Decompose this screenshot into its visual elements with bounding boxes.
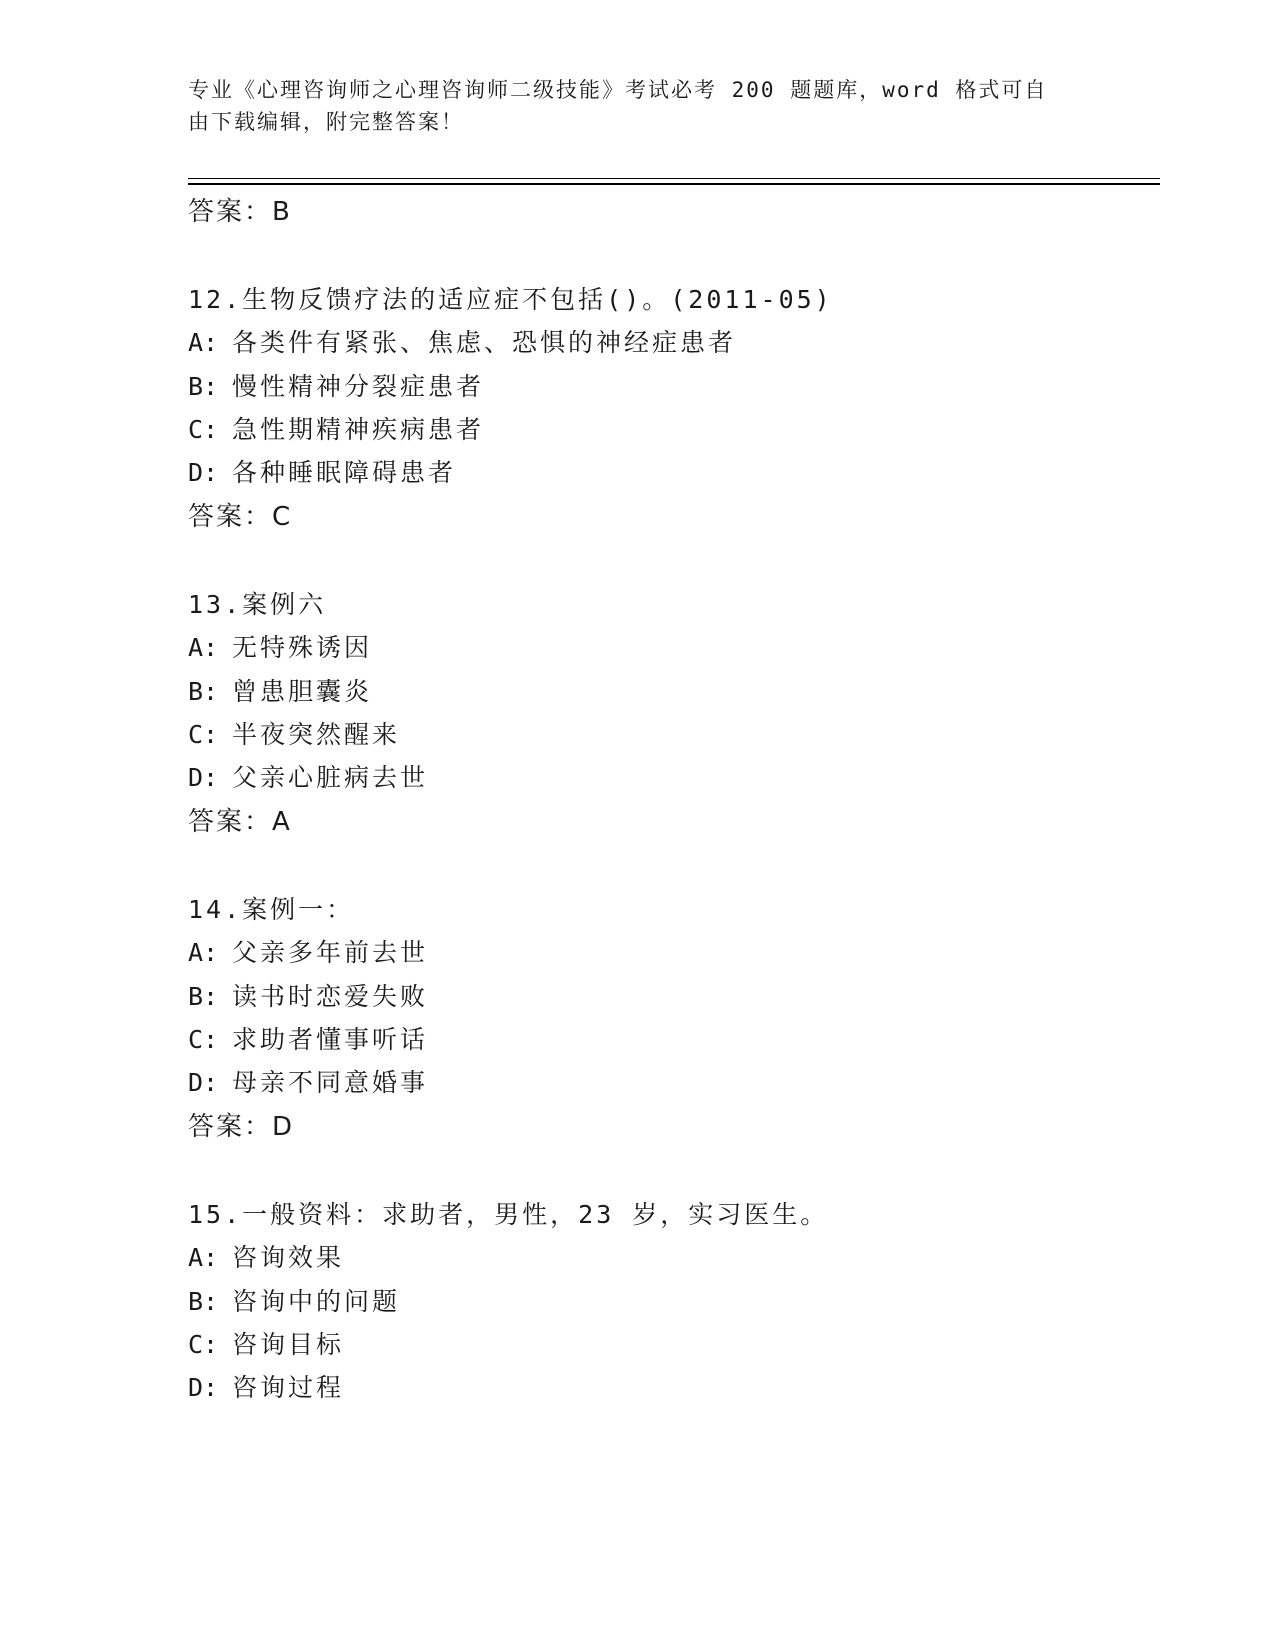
question-15-option-d (188, 1372, 344, 1404)
question-14-option-d (188, 1067, 428, 1099)
question-12-option-c (188, 414, 484, 446)
option-label: A: (188, 328, 219, 357)
option-text: 急性期精神疾病患者 (232, 415, 485, 444)
question-13-option-c (188, 719, 400, 751)
option-label: A: (188, 633, 219, 662)
option-label: A: (188, 938, 219, 967)
option-label: C: (188, 1330, 219, 1359)
option-label: C: (188, 1025, 219, 1054)
question-12-option-a (188, 327, 736, 359)
option-label: A: (188, 1243, 219, 1272)
option-text: 求助者懂事听话 (232, 1025, 429, 1054)
header-line-1: 专业《心理咨询师之心理咨询师二级技能》考试必考 200 题题库，word 格式可自 (188, 78, 1048, 102)
option-text: 咨询过程 (232, 1373, 345, 1402)
option-text: 咨询效果 (232, 1243, 345, 1272)
option-label: B: (188, 677, 219, 706)
option-text: 父亲心脏病去世 (232, 763, 429, 792)
question-12-answer: 答案：C (188, 502, 293, 532)
question-12-option-b (188, 371, 484, 403)
question-14-option-a (188, 937, 428, 969)
header-line-2: 由下载编辑，附完整答案！ (188, 110, 464, 134)
option-text: 母亲不同意婚事 (232, 1068, 429, 1097)
question-13-option-a (188, 632, 372, 664)
option-label: C: (188, 415, 219, 444)
header-divider-thick (188, 183, 1160, 185)
question-13-title: 13.案例六 (188, 590, 327, 619)
option-label: B: (188, 982, 219, 1011)
question-15-title: 15.一般资料：求助者，男性，23 岁，实习医生。 (188, 1200, 829, 1229)
question-12-option-d (188, 457, 456, 489)
option-text: 读书时恋爱失败 (232, 982, 429, 1011)
option-text: 各种睡眠障碍患者 (232, 458, 457, 487)
question-14-option-b (188, 981, 428, 1013)
option-text: 咨询目标 (232, 1330, 345, 1359)
option-label: B: (188, 1287, 219, 1316)
question-14-option-c (188, 1024, 428, 1056)
question-13-option-d (188, 762, 428, 794)
question-15-option-a (188, 1242, 344, 1274)
option-label: D: (188, 1373, 219, 1402)
question-15-option-b (188, 1286, 400, 1318)
question-14-title: 14.案例一： (188, 895, 355, 924)
question-13-answer: 答案：A (188, 807, 292, 837)
question-15-option-c (188, 1329, 344, 1361)
option-text: 慢性精神分裂症患者 (232, 372, 485, 401)
question-13-option-b (188, 676, 372, 708)
option-text: 咨询中的问题 (232, 1287, 401, 1316)
question-12-title: 12.生物反馈疗法的适应症不包括()。(2011-05) (188, 285, 833, 314)
document-header (188, 74, 1068, 138)
option-text: 曾患胆囊炎 (232, 677, 373, 706)
question-14-answer: 答案：D (188, 1112, 295, 1142)
option-text: 半夜突然醒来 (232, 720, 401, 749)
answer-previous: 答案：B (188, 197, 292, 227)
option-label: C: (188, 720, 219, 749)
option-label: D: (188, 763, 219, 792)
option-label: D: (188, 458, 219, 487)
option-label: B: (188, 372, 219, 401)
option-text: 父亲多年前去世 (232, 938, 429, 967)
option-text: 各类件有紧张、焦虑、恐惧的神经症患者 (232, 328, 737, 357)
option-text: 无特殊诱因 (232, 633, 373, 662)
header-divider-thin (188, 178, 1160, 179)
option-label: D: (188, 1068, 219, 1097)
